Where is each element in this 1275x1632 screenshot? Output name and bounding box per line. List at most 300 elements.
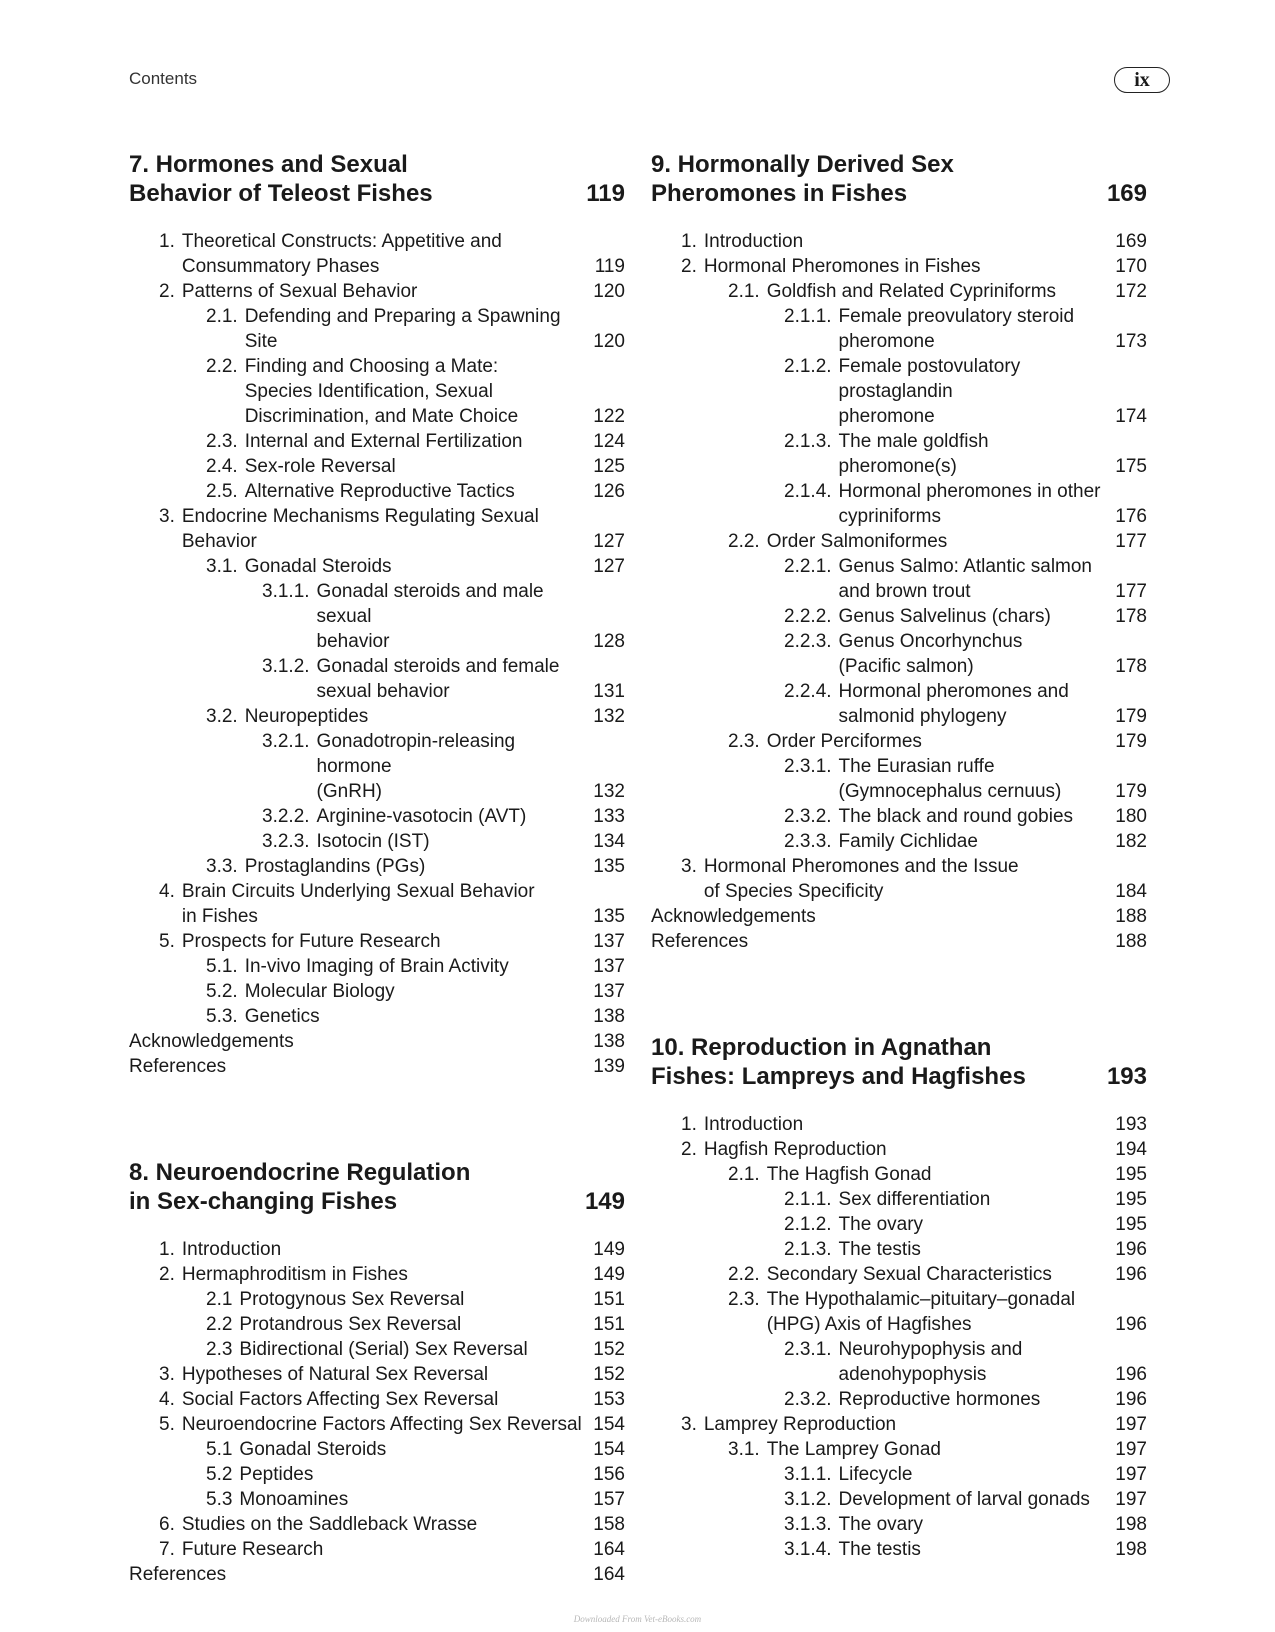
toc-entry-label <box>129 1054 226 1079</box>
toc-entry-label <box>206 1004 320 1029</box>
chapter-page: 119 <box>586 180 625 207</box>
toc-entry[interactable] <box>651 1112 1147 1137</box>
toc-entry-page: 198 <box>1115 1539 1147 1560</box>
toc-entry-text: The ovary <box>838 1514 924 1535</box>
toc-entry-label <box>159 1412 582 1437</box>
toc-entry[interactable] <box>651 754 1147 804</box>
toc-entry-text: Sex differentiation <box>838 1189 991 1210</box>
toc-entry-number: 4. <box>159 1389 175 1410</box>
toc-entry-label <box>728 1287 1075 1337</box>
chapter-block <box>129 150 625 1079</box>
toc-entry-label <box>784 1512 923 1537</box>
toc-entry-label <box>728 729 922 754</box>
toc-entry[interactable] <box>129 1287 625 1312</box>
toc-entry-text: Genus Oncorhynchus (Pacific salmon) <box>838 631 1023 677</box>
toc-entry[interactable] <box>651 1387 1147 1412</box>
toc-entry-page: 122 <box>593 406 625 427</box>
chapter-title: 10. Reproduction in Agnathan Fishes: Lampreys and Hagfishes <box>651 1034 1026 1090</box>
toc-entry[interactable] <box>651 1512 1147 1537</box>
toc-entry-label <box>784 1537 921 1562</box>
toc-entry-text: Theoretical Constructs: Appetitive and Consummatory Phases <box>181 231 502 277</box>
toc-entry[interactable] <box>651 1462 1147 1487</box>
toc-entry-text: Lifecycle <box>838 1464 913 1485</box>
toc-entry-text: Hormonal Pheromones and the Issue of Species Specificity <box>703 856 1019 902</box>
toc-entry-text: Genus Salvelinus (chars) <box>838 606 1051 627</box>
toc-entry[interactable] <box>129 1462 625 1487</box>
toc-entry[interactable] <box>129 1537 625 1562</box>
toc-entry-label <box>206 1337 528 1362</box>
toc-entry[interactable] <box>651 729 1147 754</box>
toc-entry-text: Future Research <box>181 1539 324 1560</box>
toc-entry-label <box>728 279 1056 304</box>
toc-entry[interactable] <box>129 954 625 979</box>
toc-entry-text: The Eurasian ruffe (Gymnocephalus cernuus) <box>838 756 1062 802</box>
toc-entry-label <box>159 1512 477 1537</box>
toc-entry-label <box>262 729 589 804</box>
toc-entry[interactable] <box>651 279 1147 304</box>
toc-entry-label <box>206 554 392 579</box>
toc-entry-page: 188 <box>1115 931 1147 952</box>
toc-entry-label <box>206 454 396 479</box>
toc-entry-text: Hermaphroditism in Fishes <box>181 1264 408 1285</box>
toc-entry-page: 179 <box>1115 706 1147 727</box>
toc-entry[interactable] <box>129 554 625 579</box>
toc-entry-page: 196 <box>1115 1389 1147 1410</box>
toc-entry-page: 120 <box>593 331 625 352</box>
toc-entry-text: Hagfish Reproduction <box>703 1139 887 1160</box>
running-head: Contents <box>129 69 198 88</box>
toc-entry-text: Sex-role Reversal <box>244 456 396 477</box>
toc-entry-page: 195 <box>1115 1164 1147 1185</box>
toc-entry-number: 2.3.2. <box>784 1389 832 1410</box>
toc-entry-page: 196 <box>1115 1364 1147 1385</box>
toc-entry-label <box>206 1287 464 1312</box>
toc-entry-page: 188 <box>1115 906 1147 927</box>
toc-entry-label <box>784 554 1092 604</box>
toc-entry-number: 3.1. <box>206 556 238 577</box>
toc-entry[interactable] <box>651 1337 1147 1387</box>
toc-entry-text: Protandrous Sex Reversal <box>239 1314 462 1335</box>
toc-entry[interactable] <box>651 679 1147 729</box>
toc-entry-number: 3. <box>681 1414 697 1435</box>
toc-entry-page: 194 <box>1115 1139 1147 1160</box>
toc-entry-text: Prospects for Future Research <box>181 931 441 952</box>
toc-entry-page: 197 <box>1115 1489 1147 1510</box>
toc-entry-label <box>262 654 559 704</box>
chapter-block <box>651 150 1147 954</box>
toc-entry-page: 177 <box>1115 531 1147 552</box>
toc-entry[interactable] <box>129 1262 625 1287</box>
toc-entry-text: Development of larval gonads <box>838 1489 1090 1510</box>
toc-entry[interactable] <box>651 254 1147 279</box>
toc-entry[interactable] <box>651 1262 1147 1287</box>
toc-entry-number: 5. <box>159 1414 175 1435</box>
toc-entry-number: 2.1.3. <box>784 431 832 452</box>
toc-entry-number: 2.1.3. <box>784 1239 832 1260</box>
toc-entry[interactable] <box>651 1537 1147 1562</box>
toc-entry-label <box>206 354 518 429</box>
toc-entry[interactable] <box>129 1512 625 1537</box>
toc-entry-label <box>159 1537 323 1562</box>
toc-entry-label <box>728 1437 941 1462</box>
toc-entry-page: 137 <box>593 931 625 952</box>
toc-entry-label <box>784 1237 921 1262</box>
toc-entry-label <box>784 1462 912 1487</box>
toc-entry-page: 164 <box>593 1564 625 1585</box>
toc-entry[interactable] <box>129 654 625 704</box>
toc-entry-text: Patterns of Sexual Behavior <box>181 281 418 302</box>
toc-entry-number: 7. <box>159 1539 175 1560</box>
toc-entry-number: 2.1.4. <box>784 481 832 502</box>
toc-entry-text: Neurohypophysis and adenohypophysis <box>838 1339 1023 1385</box>
toc-entry-number: 2.1. <box>728 1164 760 1185</box>
toc-entry-text: Finding and Choosing a Mate: Species Identification, Sexual Discrimination, and Mate Choice <box>244 356 519 427</box>
toc-entry[interactable] <box>651 1437 1147 1462</box>
toc-entry-page: 151 <box>593 1289 625 1310</box>
toc-entry-number: 3.1.4. <box>784 1539 832 1560</box>
toc-entry[interactable] <box>651 554 1147 604</box>
toc-entry-text: Goldfish and Related Cypriniforms <box>766 281 1057 302</box>
toc-entry-text: In-vivo Imaging of Brain Activity <box>244 956 509 977</box>
toc-entry[interactable] <box>651 1412 1147 1437</box>
contents-column-left <box>129 150 625 1587</box>
toc-entry-page: 170 <box>1115 256 1147 277</box>
toc-entry-text: Gonadal Steroids <box>239 1439 387 1460</box>
toc-entry[interactable] <box>129 1562 625 1587</box>
toc-entry[interactable] <box>129 1029 625 1054</box>
toc-entry-number: 2.3. <box>728 1289 760 1310</box>
toc-entry-label <box>262 829 430 854</box>
toc-entry-number: 2.3 <box>206 1339 233 1360</box>
toc-entry-number: 2. <box>681 256 697 277</box>
toc-entry-number: 2.1.2. <box>784 356 832 377</box>
toc-entry[interactable] <box>129 279 625 304</box>
toc-entry-text: Prostaglandins (PGs) <box>244 856 426 877</box>
toc-entry-page: 196 <box>1115 1314 1147 1335</box>
toc-entry[interactable] <box>651 1137 1147 1162</box>
toc-entry-number: 5.2 <box>206 1464 233 1485</box>
toc-entry-label <box>784 679 1069 729</box>
toc-entry-page: 133 <box>593 806 625 827</box>
toc-entry[interactable] <box>651 1237 1147 1262</box>
toc-entry-text: Order Perciformes <box>766 731 922 752</box>
toc-entry[interactable] <box>651 854 1147 904</box>
toc-entry-number: 2.1.1. <box>784 306 832 327</box>
toc-entry-number: 2.2 <box>206 1314 233 1335</box>
toc-entry-page: 197 <box>1115 1414 1147 1435</box>
toc-entry-number: 3.1.1. <box>784 1464 832 1485</box>
toc-entry[interactable] <box>651 804 1147 829</box>
toc-entry[interactable] <box>651 479 1147 529</box>
toc-entry-page: 178 <box>1115 656 1147 677</box>
toc-entry-number: 4. <box>159 881 175 902</box>
toc-entry-page: 179 <box>1115 731 1147 752</box>
toc-entry[interactable] <box>651 1487 1147 1512</box>
toc-entry-label <box>681 1112 803 1137</box>
toc-entry-number: 3.1.2. <box>784 1489 832 1510</box>
toc-entry-page: 169 <box>1115 231 1147 252</box>
toc-entry-label <box>784 1212 923 1237</box>
toc-entry-label <box>206 954 509 979</box>
toc-entry-page: 197 <box>1115 1464 1147 1485</box>
toc-entry-page: 193 <box>1115 1114 1147 1135</box>
toc-entry-number: 2.2.1. <box>784 556 832 577</box>
toc-entry-page: 176 <box>1115 506 1147 527</box>
toc-entry-text: Introduction <box>181 1239 282 1260</box>
toc-entry-text: Hormonal pheromones and salmonid phylogeny <box>838 681 1069 727</box>
toc-entry[interactable] <box>651 304 1147 354</box>
toc-entry-text: Bidirectional (Serial) Sex Reversal <box>239 1339 528 1360</box>
toc-entry-text: Introduction <box>703 231 804 252</box>
toc-entry[interactable] <box>651 629 1147 679</box>
toc-entry-number: 2. <box>159 281 175 302</box>
toc-entry-number: 2.2.4. <box>784 681 832 702</box>
chapter-title: 7. Hormones and Sexual Behavior of Teleost Fishes <box>129 151 433 207</box>
toc-entry[interactable] <box>651 929 1147 954</box>
toc-entry-text: Gonadal Steroids <box>244 556 392 577</box>
toc-entry-number: 2. <box>159 1264 175 1285</box>
toc-entry-text: The Hagfish Gonad <box>766 1164 932 1185</box>
toc-entry[interactable] <box>651 604 1147 629</box>
toc-entry[interactable] <box>651 1162 1147 1187</box>
toc-entry-number: 2.3.1. <box>784 1339 832 1360</box>
toc-entry-number: 2.2. <box>728 1264 760 1285</box>
toc-entry[interactable] <box>129 1362 625 1387</box>
toc-entry-label <box>159 1262 408 1287</box>
toc-entry[interactable] <box>129 229 625 279</box>
toc-entry-label <box>206 304 589 354</box>
toc-entry-number: 5. <box>159 931 175 952</box>
toc-entry-page: 174 <box>1115 406 1147 427</box>
toc-entry-text: Order Salmoniformes <box>766 531 948 552</box>
toc-entry-number: 2.5. <box>206 481 238 502</box>
toc-entry[interactable] <box>129 1337 625 1362</box>
toc-entry[interactable] <box>129 929 625 954</box>
toc-entry-label <box>206 854 425 879</box>
chapter-heading[interactable] <box>129 1158 625 1216</box>
toc-entry-number: 2.1. <box>728 281 760 302</box>
toc-entry-page: 134 <box>593 831 625 852</box>
toc-entry[interactable] <box>129 1437 625 1462</box>
toc-entry-number: 2.1.1. <box>784 1189 832 1210</box>
chapter-heading[interactable] <box>651 150 1147 208</box>
toc-entry-text: Hormonal Pheromones in Fishes <box>703 256 981 277</box>
toc-entry-text: The black and round gobies <box>838 806 1074 827</box>
toc-entry-text: Gonadotropin-releasing hormone (GnRH) <box>316 731 516 802</box>
toc-entry-page: 119 <box>594 256 625 277</box>
toc-entry-label <box>159 879 535 929</box>
toc-entry[interactable] <box>129 704 625 729</box>
toc-entry-label <box>262 579 589 654</box>
toc-entry-number: 5.3 <box>206 1489 233 1510</box>
toc-entry-text: Introduction <box>703 1114 804 1135</box>
toc-entry[interactable] <box>651 529 1147 554</box>
toc-entry-label <box>206 1487 348 1512</box>
chapter-page: 169 <box>1106 180 1147 207</box>
toc-entry-label <box>784 604 1051 629</box>
toc-entry-text: Alternative Reproductive Tactics <box>244 481 515 502</box>
toc-entry-label <box>206 704 368 729</box>
toc-entry-number: 1. <box>681 1114 697 1135</box>
toc-entry[interactable] <box>651 1187 1147 1212</box>
toc-entry-label <box>784 429 1111 479</box>
toc-entry[interactable] <box>129 979 625 1004</box>
toc-entry-text: Family Cichlidae <box>838 831 978 852</box>
toc-entry[interactable] <box>129 429 625 454</box>
toc-entry-text: Monoamines <box>239 1489 349 1510</box>
toc-entry-number: 6. <box>159 1514 175 1535</box>
toc-entry-text: Protogynous Sex Reversal <box>239 1289 465 1310</box>
toc-entry-text: The ovary <box>838 1214 924 1235</box>
toc-entry[interactable] <box>129 804 625 829</box>
toc-entry-page: 196 <box>1115 1264 1147 1285</box>
toc-entry-text: Reproductive hormones <box>838 1389 1041 1410</box>
toc-entry[interactable] <box>651 229 1147 254</box>
toc-entry[interactable] <box>129 829 625 854</box>
toc-entry-number: 3.1.2. <box>262 656 310 677</box>
toc-entry-page: 154 <box>593 1414 625 1435</box>
toc-entry-number: 3. <box>159 506 175 527</box>
toc-entry-page: 131 <box>593 681 625 702</box>
toc-entry-label <box>784 804 1073 829</box>
toc-entry-page: 195 <box>1115 1214 1147 1235</box>
toc-entry-text: References <box>651 931 749 952</box>
toc-entry-page: 173 <box>1115 331 1147 352</box>
toc-entry[interactable] <box>129 579 625 654</box>
toc-entry[interactable] <box>129 729 625 804</box>
toc-entry-number: 2.3. <box>206 431 238 452</box>
toc-entry[interactable] <box>129 504 625 554</box>
toc-entry[interactable] <box>129 1054 625 1079</box>
toc-entry[interactable] <box>651 354 1147 429</box>
toc-entry-number: 2.2. <box>206 356 238 377</box>
toc-entry-text: Isotocin (IST) <box>316 831 430 852</box>
toc-entry[interactable] <box>129 1387 625 1412</box>
toc-entry-text: Brain Circuits Underlying Sexual Behavior in Fishes <box>181 881 535 927</box>
toc-entry-label <box>784 829 978 854</box>
toc-entry-page: 178 <box>1115 606 1147 627</box>
toc-entry-page: 152 <box>593 1339 625 1360</box>
toc-entry-text: The male goldfish pheromone(s) <box>838 431 989 477</box>
toc-entry-label <box>159 1387 498 1412</box>
toc-entry[interactable] <box>651 1212 1147 1237</box>
toc-entry-label <box>651 929 748 954</box>
toc-entry-label <box>784 354 1111 429</box>
toc-entry-number: 5.2. <box>206 981 238 1002</box>
toc-entry-text: Secondary Sexual Characteristics <box>766 1264 1052 1285</box>
toc-entry-page: 138 <box>593 1006 625 1027</box>
toc-entry-label <box>728 1262 1052 1287</box>
toc-entry-page: 158 <box>593 1514 625 1535</box>
toc-entry[interactable] <box>129 854 625 879</box>
toc-entry[interactable] <box>129 1487 625 1512</box>
toc-entry-label <box>784 479 1100 529</box>
chapter-page: 149 <box>584 1188 625 1215</box>
toc-entry[interactable] <box>129 1312 625 1337</box>
toc-entry[interactable] <box>129 479 625 504</box>
toc-entry-text: Female preovulatory steroid pheromone <box>838 306 1075 352</box>
toc-entry-page: 137 <box>593 981 625 1002</box>
toc-entry-page: 128 <box>593 631 625 652</box>
toc-entry-label <box>129 1029 294 1054</box>
toc-entry[interactable] <box>129 1004 625 1029</box>
footer-watermark: Downloaded From Vet-eBooks.com <box>573 1614 702 1624</box>
toc-entry-page: 120 <box>593 281 625 302</box>
toc-entry-number: 2.2. <box>728 531 760 552</box>
toc-entry-page: 175 <box>1115 456 1147 477</box>
toc-entry-number: 5.3. <box>206 1006 238 1027</box>
toc-entry[interactable] <box>129 354 625 429</box>
toc-entry-page: 157 <box>593 1489 625 1510</box>
toc-entry-text: The Hypothalamic–pituitary–gonadal (HPG) Axis of Hagfishes <box>766 1289 1076 1335</box>
toc-entry-page: 126 <box>593 481 625 502</box>
toc-entry-label <box>206 979 395 1004</box>
toc-entry-label <box>159 1237 281 1262</box>
chapter-title: 9. Hormonally Derived Sex Pheromones in Fishes <box>651 151 954 207</box>
toc-entry-number: 3.1.3. <box>784 1514 832 1535</box>
toc-entry-label <box>784 1487 1090 1512</box>
toc-entry[interactable] <box>651 429 1147 479</box>
toc-entry-label <box>681 854 1019 904</box>
toc-entry-text: Molecular Biology <box>244 981 395 1002</box>
toc-entry-number: 3.1.1. <box>262 581 310 602</box>
toc-entry-page: 125 <box>593 456 625 477</box>
toc-list <box>651 1112 1147 1562</box>
chapter-block <box>129 1158 625 1587</box>
toc-entry-text: Lamprey Reproduction <box>703 1414 897 1435</box>
toc-entry-text: The Lamprey Gonad <box>766 1439 941 1460</box>
toc-entry-page: 151 <box>593 1314 625 1335</box>
chapter-heading[interactable] <box>651 1033 1147 1091</box>
toc-entry[interactable] <box>651 904 1147 929</box>
toc-entry-text: Female postovulatory prostaglandin pheromone <box>838 356 1021 427</box>
toc-entry-number: 3.2.1. <box>262 731 310 752</box>
toc-list <box>129 229 625 1079</box>
toc-entry-page: 149 <box>593 1239 625 1260</box>
contents-column-right <box>651 150 1147 1562</box>
toc-entry-page: 179 <box>1115 781 1147 802</box>
toc-entry-label <box>159 1362 488 1387</box>
toc-entry-number: 2. <box>681 1139 697 1160</box>
toc-entry[interactable] <box>651 829 1147 854</box>
toc-entry-text: References <box>129 1056 227 1077</box>
toc-entry-text: Acknowledgements <box>651 906 816 927</box>
toc-entry-page: 198 <box>1115 1514 1147 1535</box>
toc-entry-page: 132 <box>593 781 625 802</box>
toc-entry-page: 177 <box>1115 581 1147 602</box>
toc-entry-page: 149 <box>593 1264 625 1285</box>
toc-entry-label <box>728 1162 931 1187</box>
toc-entry-number: 1. <box>159 1239 175 1260</box>
toc-entry-label <box>784 1387 1040 1412</box>
toc-entry-text: Endocrine Mechanisms Regulating Sexual Behavior <box>181 506 539 552</box>
toc-entry-label <box>681 1137 887 1162</box>
toc-entry-text: Hypotheses of Natural Sex Reversal <box>181 1364 489 1385</box>
toc-entry[interactable] <box>129 879 625 929</box>
toc-entry[interactable] <box>129 304 625 354</box>
toc-entry-text: Defending and Preparing a Spawning Site <box>244 306 561 352</box>
toc-entry-text: Neuroendocrine Factors Affecting Sex Reversal <box>181 1414 582 1435</box>
chapter-heading[interactable] <box>129 150 625 208</box>
toc-entry-label <box>681 229 803 254</box>
toc-entry[interactable] <box>129 1237 625 1262</box>
toc-entry-label <box>206 1312 461 1337</box>
toc-entry-label <box>784 1187 990 1212</box>
toc-entry-text: Peptides <box>239 1464 314 1485</box>
toc-entry[interactable] <box>651 1287 1147 1337</box>
toc-entry[interactable] <box>129 454 625 479</box>
toc-entry[interactable] <box>129 1412 625 1437</box>
